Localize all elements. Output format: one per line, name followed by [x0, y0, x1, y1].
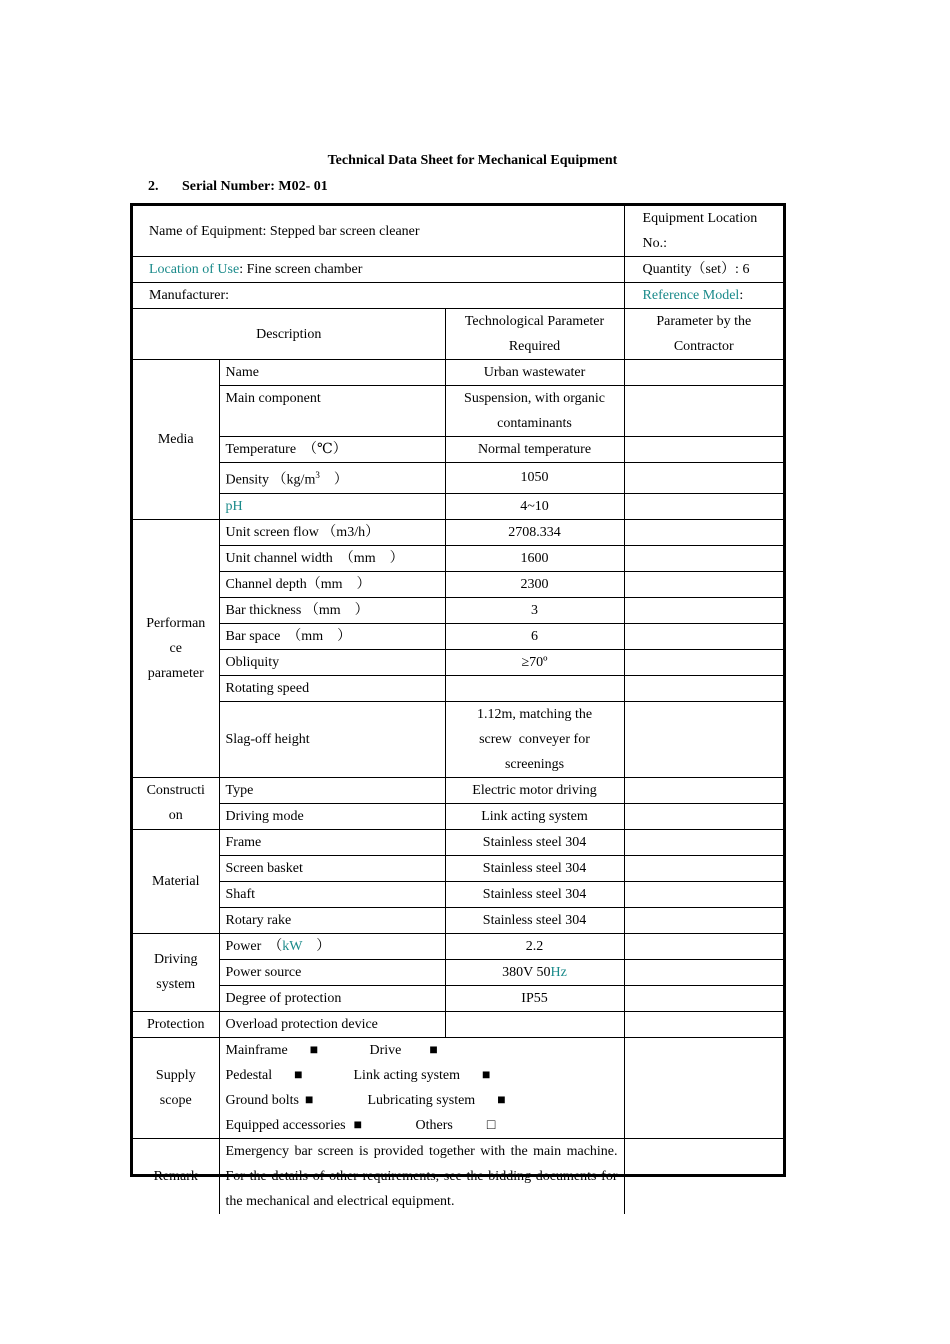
group-driving	[133, 933, 219, 1011]
value-channel-width: 1600	[445, 545, 624, 571]
label-type: Type	[219, 777, 445, 803]
value-bar-space: 6	[445, 623, 624, 649]
supply-bolts-checkbox[interactable]: ■	[305, 1092, 314, 1108]
supply-others-checkbox[interactable]: □	[486, 1117, 496, 1133]
value-shaft: Stainless steel 304	[445, 881, 624, 907]
value-driving-mode: Link acting system	[445, 803, 624, 829]
header-contractor-line1: Parameter by the	[656, 314, 752, 329]
group-performance	[133, 519, 219, 777]
label-density-text: Density （kg/m	[225, 472, 316, 488]
label-ph: pH	[219, 493, 445, 519]
header-contractor-line2: Contractor	[673, 339, 734, 354]
label-overload: Overload protection device	[219, 1011, 445, 1037]
supply-mainframe-checkbox[interactable]: ■	[309, 1042, 319, 1058]
contractor-main-component[interactable]	[624, 386, 783, 437]
value-obliquity: ≥70º	[445, 649, 624, 675]
value-screen-basket: Stainless steel 304	[445, 855, 624, 881]
value-frame: Stainless steel 304	[445, 829, 624, 855]
group-construction-line1: Constructi	[146, 783, 205, 799]
manufacturer: Manufacturer:	[133, 283, 624, 309]
label-channel-width: Unit channel width （mm ）	[219, 545, 445, 571]
value-power-source	[445, 959, 624, 985]
contractor-channel-width[interactable]	[624, 545, 783, 571]
label-power-close: ）	[302, 938, 331, 954]
value-degree-protection: IP55	[445, 985, 624, 1011]
value-main-component	[445, 386, 624, 437]
label-driving-mode: Driving mode	[219, 803, 445, 829]
serial-number	[148, 179, 328, 195]
reference-label: Reference Model	[642, 288, 740, 303]
group-media: Media	[133, 360, 219, 520]
value-temperature: Normal temperature	[445, 437, 624, 463]
label-screen-basket: Screen basket	[219, 855, 445, 881]
header-description: Description	[133, 309, 445, 360]
label-bar-space: Bar space （mm ）	[219, 623, 445, 649]
row-channel-width	[133, 545, 783, 571]
supply-pedestal: Pedestal	[225, 1067, 273, 1083]
label-rotating-speed: Rotating speed	[219, 675, 445, 701]
row-slag-off	[133, 701, 783, 777]
row-rotating-speed	[133, 675, 783, 701]
value-name: Urban wastewater	[445, 360, 624, 386]
row-ph	[133, 493, 783, 519]
reference-colon: :	[739, 288, 744, 303]
supply-line-1	[226, 1038, 618, 1063]
contractor-name[interactable]	[624, 360, 783, 386]
contractor-power[interactable]	[624, 933, 783, 959]
label-power-source: Power source	[219, 959, 445, 985]
contractor-bar-space[interactable]	[624, 623, 783, 649]
group-driving-line1: Driving	[153, 952, 198, 968]
row-shaft	[133, 881, 783, 907]
row-degree-protection	[133, 985, 783, 1011]
value-slag-off-line2: screw conveyer for	[479, 731, 590, 747]
info-row-1	[133, 206, 783, 257]
contractor-ph[interactable]	[624, 493, 783, 519]
label-power-unit: kW	[282, 938, 303, 954]
value-channel-depth: 2300	[445, 571, 624, 597]
contractor-channel-depth[interactable]	[624, 571, 783, 597]
row-type	[133, 777, 783, 803]
contractor-rotary-rake[interactable]	[624, 907, 783, 933]
group-performance-line2: ce	[169, 640, 182, 656]
value-bar-thickness: 3	[445, 597, 624, 623]
contractor-bar-thickness[interactable]	[624, 597, 783, 623]
group-supply	[133, 1037, 219, 1138]
label-main-component: Main component	[219, 386, 445, 437]
row-rotary-rake	[133, 907, 783, 933]
group-protection: Protection	[133, 1011, 219, 1037]
contractor-overload[interactable]	[624, 1011, 783, 1037]
label-channel-depth: Channel depth（mm ）	[219, 571, 445, 597]
value-overload	[445, 1011, 624, 1037]
label-power	[219, 933, 445, 959]
contractor-temperature[interactable]	[624, 437, 783, 463]
value-main-component-line2: contaminants	[497, 416, 572, 431]
label-obliquity: Obliquity	[219, 649, 445, 675]
row-channel-depth	[133, 571, 783, 597]
quantity: Quantity（set）: 6	[624, 257, 783, 283]
group-remark: Remark	[133, 1138, 219, 1214]
page-title: Technical Data Sheet for Mechanical Equipment	[327, 153, 618, 168]
label-density	[219, 463, 445, 494]
value-power-source-unit: Hz	[550, 964, 567, 980]
serial-label: Serial Number: M02- 01	[182, 179, 328, 194]
supply-scope-list	[219, 1037, 624, 1138]
label-density-sup: 3	[315, 470, 320, 480]
supply-drive-checkbox[interactable]: ■	[429, 1042, 438, 1058]
contractor-driving-mode[interactable]	[624, 803, 783, 829]
value-density: 1050	[445, 463, 624, 494]
contractor-density[interactable]	[624, 463, 783, 494]
header-required-line2: Required	[508, 339, 561, 354]
value-power-source-text: 380V 50	[502, 964, 551, 980]
label-name: Name	[219, 360, 445, 386]
supply-drive: Drive	[369, 1042, 402, 1058]
label-temperature: Temperature （℃）	[219, 437, 445, 463]
location-label: Location of Use	[149, 262, 240, 277]
value-unit-flow: 2708.334	[445, 519, 624, 545]
header-required	[445, 309, 624, 360]
row-protection	[133, 1011, 783, 1037]
info-row-3	[133, 283, 783, 309]
label-density-close: ）	[319, 472, 348, 488]
group-supply-line1: Supply	[155, 1067, 196, 1083]
supply-line-2	[226, 1063, 618, 1088]
group-material: Material	[133, 829, 219, 933]
value-main-component-line1: Suspension, with organic	[464, 391, 605, 406]
group-supply-line2: scope	[159, 1092, 192, 1108]
label-unit-flow: Unit screen flow （m3/h）	[219, 519, 445, 545]
location-of-use	[133, 257, 624, 283]
contractor-unit-flow[interactable]	[624, 519, 783, 545]
group-performance-line3: parameter	[147, 665, 204, 681]
value-slag-off-line1: 1.12m, matching the	[476, 706, 593, 722]
contractor-shaft[interactable]	[624, 881, 783, 907]
contractor-supply-scope[interactable]	[624, 1037, 783, 1138]
row-remark	[133, 1138, 783, 1214]
supply-accessories-checkbox[interactable]: ■	[353, 1117, 363, 1133]
value-ph: 4~10	[445, 493, 624, 519]
row-frame	[133, 829, 783, 855]
value-type: Electric motor driving	[445, 777, 624, 803]
label-power-text: Power （	[225, 938, 283, 954]
row-name	[133, 360, 783, 386]
equipment-location: Equipment Location No.:	[624, 206, 783, 257]
label-rotary-rake: Rotary rake	[219, 907, 445, 933]
data-sheet-table	[130, 203, 786, 1209]
supply-lubricating: Lubricating system	[367, 1092, 476, 1108]
contractor-obliquity[interactable]	[624, 649, 783, 675]
value-rotating-speed	[445, 675, 624, 701]
value-rotary-rake: Stainless steel 304	[445, 907, 624, 933]
contractor-type[interactable]	[624, 777, 783, 803]
row-bar-thickness	[133, 597, 783, 623]
row-density	[133, 463, 783, 494]
row-main-component	[133, 386, 783, 437]
row-obliquity	[133, 649, 783, 675]
group-performance-line1: Performan	[146, 615, 206, 631]
supply-bolts: Ground bolts	[225, 1092, 299, 1108]
remark-text: Emergency bar screen is provided together with the main machine. For the details of other requirements, see the bidding documents for the mechanical and electrical equipment.	[219, 1138, 624, 1214]
contractor-remark[interactable]	[624, 1138, 783, 1214]
supply-line-3	[226, 1088, 618, 1113]
row-power	[133, 933, 783, 959]
supply-link-checkbox[interactable]: ■	[482, 1067, 491, 1083]
header-required-line1: Technological Parameter	[464, 314, 605, 329]
contractor-power-source[interactable]	[624, 959, 783, 985]
supply-accessories: Equipped accessories	[225, 1117, 346, 1133]
supply-line-4	[226, 1113, 618, 1138]
supply-link: Link acting system	[353, 1067, 461, 1083]
contractor-slag-off[interactable]	[624, 701, 783, 777]
row-screen-basket	[133, 855, 783, 881]
info-row-2	[133, 257, 783, 283]
group-driving-line2: system	[156, 977, 196, 993]
label-bar-thickness: Bar thickness （mm ）	[219, 597, 445, 623]
serial-index: 2.	[148, 179, 159, 194]
contractor-rotating-speed[interactable]	[624, 675, 783, 701]
row-supply-scope	[133, 1037, 783, 1138]
label-shaft: Shaft	[219, 881, 445, 907]
contractor-degree-protection[interactable]	[624, 985, 783, 1011]
row-driving-mode	[133, 803, 783, 829]
label-degree-protection: Degree of protection	[219, 985, 445, 1011]
value-slag-off	[445, 701, 624, 777]
value-power: 2.2	[445, 933, 624, 959]
row-temperature	[133, 437, 783, 463]
supply-pedestal-checkbox[interactable]: ■	[294, 1067, 303, 1083]
location-value: : Fine screen chamber	[239, 262, 363, 277]
contractor-frame[interactable]	[624, 829, 783, 855]
name-of-equipment: Name of Equipment: Stepped bar screen cleaner	[133, 206, 624, 257]
header-contractor	[624, 309, 783, 360]
header-row	[133, 309, 783, 360]
group-construction-line2: on	[168, 808, 183, 824]
group-construction	[133, 777, 219, 829]
contractor-screen-basket[interactable]	[624, 855, 783, 881]
reference-model	[624, 283, 783, 309]
label-slag-off: Slag-off height	[219, 701, 445, 777]
row-power-source	[133, 959, 783, 985]
value-slag-off-line3: screenings	[504, 756, 565, 772]
row-unit-flow	[133, 519, 783, 545]
supply-others: Others	[415, 1117, 453, 1133]
supply-mainframe: Mainframe	[225, 1042, 288, 1058]
label-frame: Frame	[219, 829, 445, 855]
row-bar-space	[133, 623, 783, 649]
supply-lubricating-checkbox[interactable]: ■	[497, 1092, 506, 1108]
